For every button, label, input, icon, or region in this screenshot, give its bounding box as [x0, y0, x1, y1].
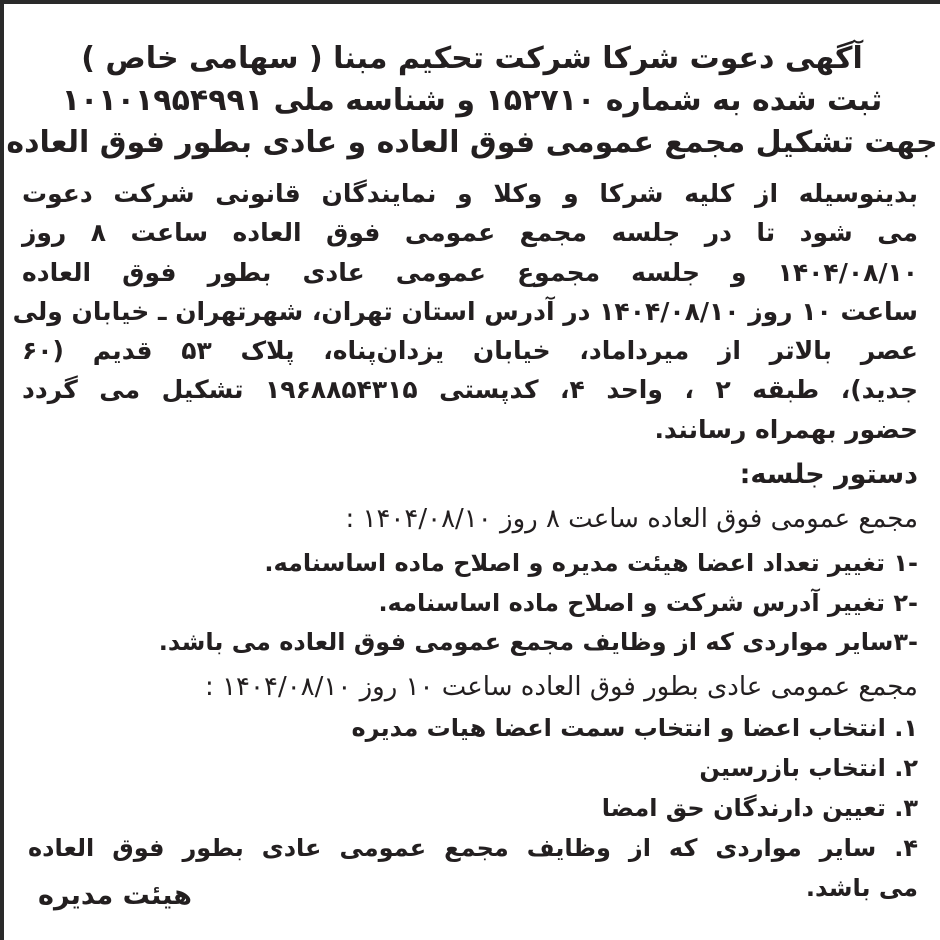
ordinary-item-3: ۳. تعیین دارندگان حق امضا	[601, 794, 918, 822]
title-line-3: جهت تشکیل مجمع عمومی فوق العاده و عادی بطور فوق العاده	[6, 125, 938, 160]
signature-board-of-directors: هیئت مدیره	[38, 880, 192, 911]
body-line-1: بدینوسیله از کلیه شرکا و وکلا و نمایندگان قانونی شرکت دعوت	[22, 179, 918, 208]
body-line-4: ساعت ۱۰ روز ۱۴۰۴/۰۸/۱۰ در آدرس استان تهران، شهرتهران ـ خیابان ولی	[12, 296, 918, 326]
body-line-5: عصر بالاتر از میرداماد، خیابان یزدان‌پناه، پلاک ۵۳ قدیم (۶۰	[22, 336, 919, 366]
extraordinary-meeting-title: مجمع عمومی فوق العاده ساعت ۸ روز ۱۴۰۴/۰۸/۱۰ :	[345, 504, 918, 534]
ordinary-item-4: ۴. سایر مواردی که از وظایف مجمع عمومی عادی بطور فوق العاده	[28, 834, 918, 862]
ordinary-item-2: ۲. انتخاب بازرسین	[699, 754, 918, 782]
notice-title	[4, 38, 940, 164]
extraordinary-item-1: -۱ تغییر تعداد اعضا هیئت مدیره و اصلاح ماده اساسنامه.	[264, 549, 918, 577]
title-line-2: ثبت شده به شماره ۱۵۲۷۱۰ و شناسه ملی ۱۰۱۰۱۹۵۴۹۹۱	[61, 83, 883, 118]
ordinary-meeting-title: مجمع عمومی عادی بطور فوق العاده ساعت ۱۰ روز ۱۴۰۴/۰۸/۱۰ :	[205, 672, 918, 702]
body-line-2: می شود تا در جلسه مجمع عمومی فوق العاده ساعت ۸ روز	[22, 218, 918, 248]
ordinary-item-1: ۱. انتخاب اعضا و انتخاب سمت اعضا هیات مدیره	[351, 714, 918, 742]
agenda-heading: دستور جلسه:	[739, 459, 918, 490]
body-line-7: حضور بهمراه رسانند.	[654, 414, 918, 444]
notice-body	[12, 174, 919, 449]
body-line-6: جدید)، طبقه ۲ ، واحد ۴، کدپستی ۱۹۶۸۸۵۴۳۱۵ تشکیل می گردد	[22, 375, 918, 405]
extraordinary-item-2: -۲ تغییر آدرس شرکت و اصلاح ماده اساسنامه.	[378, 589, 918, 617]
extraordinary-item-3: -۳سایر مواردی که از وظایف مجمع عمومی فوق العاده می باشد.	[158, 628, 918, 656]
body-line-3: ۱۴۰۴/۰۸/۱۰ و جلسه مجموع عمومی عادی بطور فوق العاده	[22, 257, 918, 287]
title-line-1: آگهی دعوت شرکا شرکت تحکیم مبنا ( سهامی خاص )	[81, 41, 863, 76]
ordinary-item-4-continued: می باشد.	[805, 874, 918, 902]
